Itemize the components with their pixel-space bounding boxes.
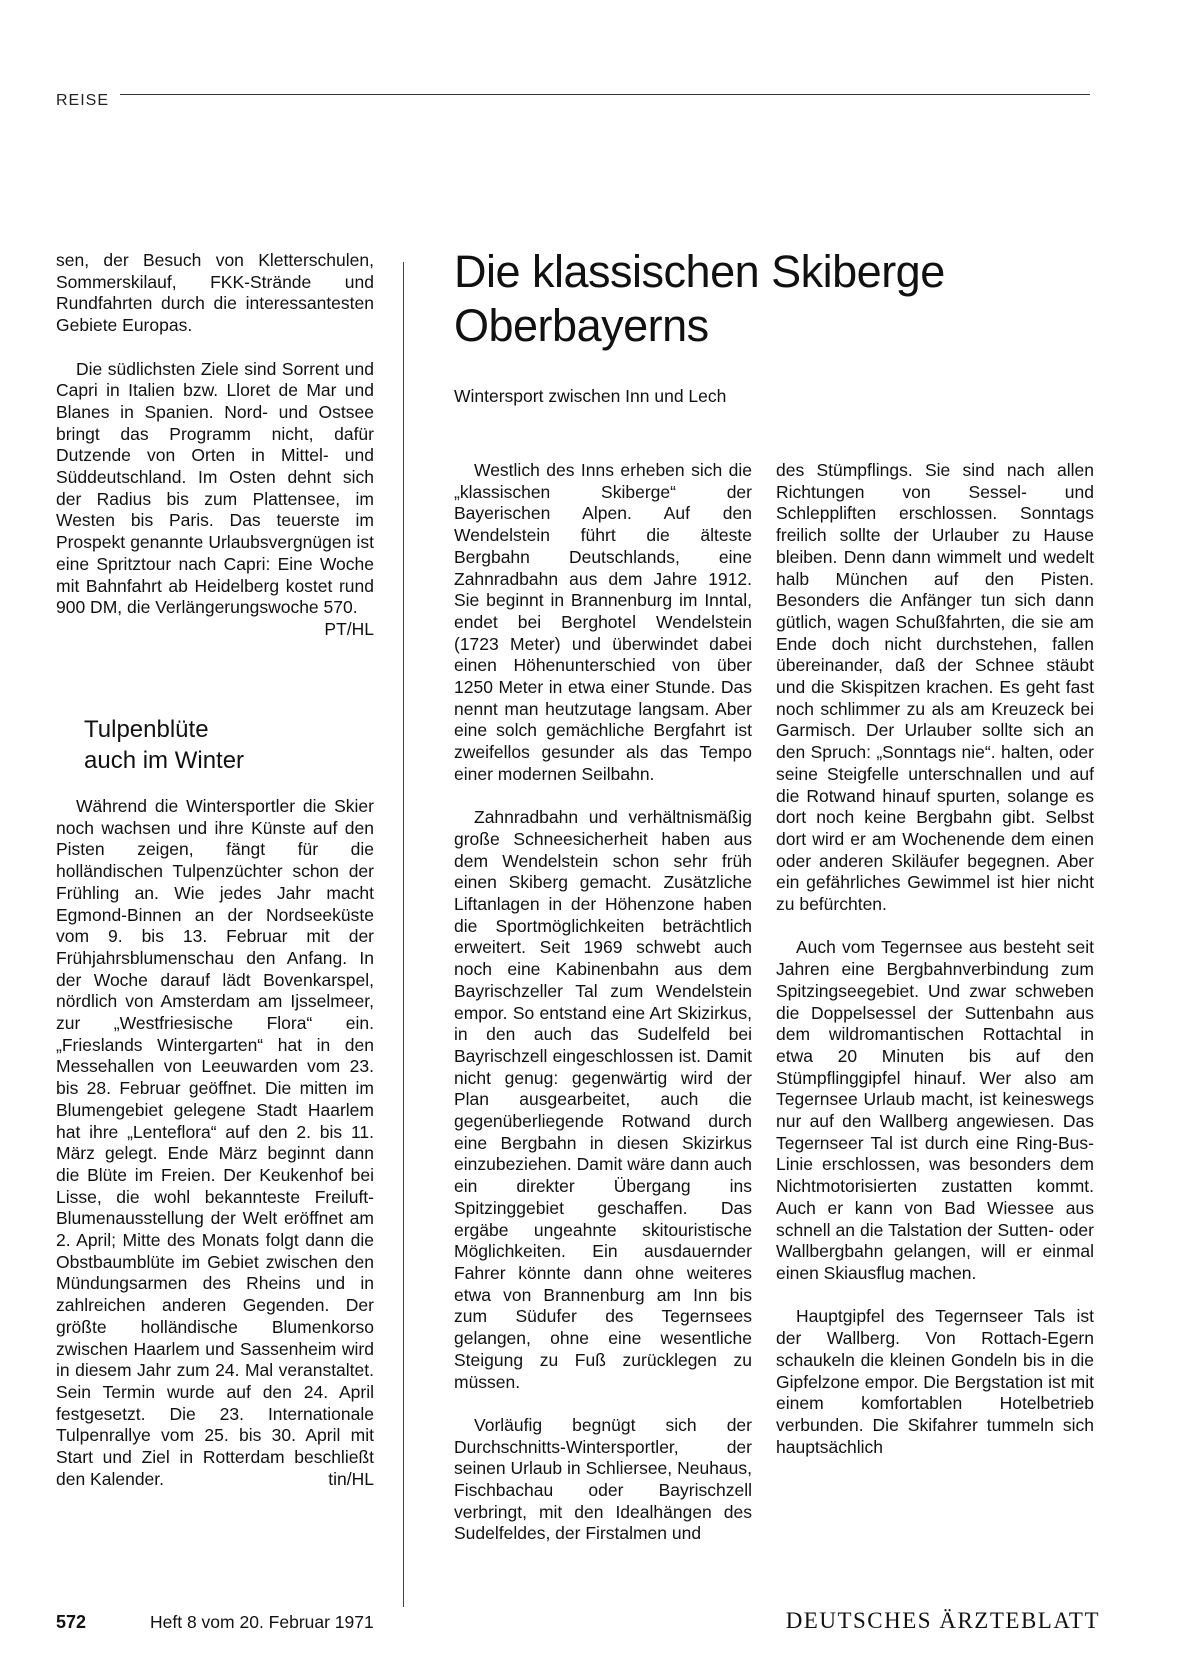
header-rule	[120, 94, 1090, 95]
left-paragraph-2-text: Die südlichsten Ziele sind Sorrent und Capri in Italien bzw. Lloret de Mar und Blanes in Spanien. Nord- und Ostsee bringt das Programm nicht, dafür Dutzende von Orten in Mittel- und Süddeutschland. Im Osten dehnt sich der Radius bis zum Plattensee, im Westen bis Paris. Das teuerste im Prospekt genannte Urlaubsvergnügen ist eine Spritztour nach Capri: Eine Woche mit Bahnfahrt ab Heidelberg kostet rund 900 DM, die Verlängerungswoche 570.	[56, 358, 374, 618]
article-paragraph: Auch vom Tegernsee aus besteht seit Jahren eine Bergbahnverbindung zum Spitzingseegebiet. Und zwar schweben die Doppelsessel der Suttenbahn aus dem wildromantischen Rottachtal in etwa 20 Minuten bis auf den Stümpflinggipfel hinauf. Wer also am Tegernsee Urlaub macht, ist keineswegs nur auf den Wallberg angewiesen. Das Tegernseer Tal ist durch eine Ring-Bus-Linie erschlossen, was besonders dem Nichtmotorisierten zustatten kommt. Auch er kann von Bad Wiessee aus schnell an die Talstation der Sutten- oder Wallbergbahn gelangen, will er einmal einen Skiausflug machen.	[776, 937, 1094, 1283]
left-paragraph-1: sen, der Besuch von Kletterschulen, Sommerskilauf, FKK-Strände und Rundfahrten durch die interessantesten Gebiete Europas.	[56, 250, 374, 336]
article-paragraph: Zahnradbahn und verhältnismäßig große Schneesicherheit haben aus dem Wendelstein schon sehr früh einen Skiberg gemacht. Zusätzliche Liftanlagen in der Höhenzone haben die Sportmöglichkeiten beträchtlich erweitert. Seit 1969 schwebt auch noch eine Kabinenbahn aus dem Bayrischzeller Tal zum Wendelstein empor. So entstand eine Art Skizirkus, in den auch das Sudelfeld bei Bayrischzell eingeschlossen ist. Damit nicht genug: gegenwärtig wird der Plan ausgearbeitet, auch die gegenüberliegende Rotwand durch eine Bergbahn in diesen Skizirkus einzubeziehen. Damit wäre dann auch ein direkter Übergang ins Spitzinggebiet geschaffen. Das ergäbe ungeahnte skitouristische Möglichkeiten. Ein ausdauernder Fahrer könnte dann ohne weiteres etwa von Brannenburg am Inn bis zum Südufer des Tegernsees gelangen, ohne eine wesentliche Steigung zu Fuß zurücklegen zu müssen.	[454, 807, 752, 1392]
tulip-heading-line2: auch im Winter	[84, 747, 245, 774]
article-column-right	[776, 460, 1094, 1458]
author-sign-2: tin/HL	[328, 1468, 374, 1489]
tulip-heading-line1: Tulpenblüte	[84, 716, 209, 743]
article-title	[454, 245, 1094, 353]
tulip-article	[56, 796, 374, 1491]
column-divider	[403, 262, 404, 1607]
article-paragraph: Vorläufig begnügt sich der Durchschnitts-Wintersportler, der seinen Urlaub in Schliersee, Neuhaus, Fischbachau oder Bayrischzell verbringt, mit den Idealhängen des Sudelfeldes, der Firstalmen und	[454, 1414, 752, 1544]
issue-info: Heft 8 vom 20. Februar 1971	[150, 1612, 374, 1632]
article-column-middle	[454, 460, 752, 1545]
journal-name: DEUTSCHES ÄRZTEBLATT	[785, 1608, 1100, 1633]
article-paragraph: des Stümpflings. Sie sind nach allen Richtungen von Sessel- und Schleppliften erschlossen. Sonntags freilich sollte der Urlauber zu Hause bleiben. Denn dann wimmelt und wedelt halb München auf den Pisten. Besonders die Anfänger tun sich dann gütlich, wagen Schußfahrten, die sie am Ende doch nicht durchstehen, fallen übereinander, daß der Schnee stäubt und die Skispitzen krachen. Es geht fast noch schlimmer zu als am Kreuzeck bei Garmisch. Der Urlauber sollte sich an den Spruch: „Sonntags nie“. halten, oder seine Steigfelle unterschnallen und auf die Rotwand hinauf spurten, solange es dort noch keine Bergbahn gibt. Selbst dort wird er am Wochenende dem einen oder anderen Skiläufer begegnen. Aber ein gefährliches Gewimmel ist hier nicht zu befürchten.	[776, 460, 1094, 915]
author-sign-1: PT/HL	[324, 618, 374, 639]
article-title-line1: Die klassischen Skiberge	[454, 246, 945, 297]
left-paragraph-2	[56, 358, 374, 639]
article-subtitle: Wintersport zwischen Inn und Lech	[454, 386, 727, 406]
section-label: REISE	[56, 92, 110, 109]
tulip-heading	[84, 714, 244, 776]
page-number: 572	[56, 1612, 87, 1632]
left-column	[56, 250, 374, 641]
article-paragraph: Westlich des Inns erheben sich die „klassischen Skiberge“ der Bayerischen Alpen. Auf den Wendelstein führt die älteste Bergbahn Deutschlands, eine Zahnradbahn aus dem Jahre 1912. Sie beginnt in Brannenburg im Inntal, endet bei Berghotel Wendelstein (1723 Meter) und überwindet dabei einen Höhenunterschied von über 1250 Meter in etwa einer Stunde. Das nennt man heutzutage langsam. Aber eine solch gemächliche Bergfahrt ist zweifellos gesunder als das Tempo einer modernen Seilbahn.	[454, 460, 752, 784]
article-title-line2: Oberbayerns	[454, 300, 709, 351]
tulip-paragraph-text: Während die Wintersportler die Skier noch wachsen und ihre Künste auf den Pisten zeigen, fängt für die holländischen Tulpenzüchter schon der Frühling an. Wie jedes Jahr macht Egmond-Binnen an der Nordseeküste vom 9. bis 13. Februar mit der Frühjahrsblumenschau den Anfang. In der Woche darauf lädt Bovenkarspel, nördlich von Amsterdam am Ijsselmeer, zur „Westfriesische Flora“ ein. „Frieslands Wintergarten“ hat in den Messehallen von Leeuwarden vom 23. bis 28. Februar geöffnet. Die mitten im Blumengebiet gelegene Stadt Haarlem hat ihre „Lenteflora“ auf den 2. bis 11. März gelegt. Ende März beginnt dann die Blüte im Freien. Der Keukenhof bei Lisse, die wohl bekannteste Freiluft-Blumenausstellung der Welt eröffnet am 2. April; Mitte des Monats folgt dann die Obstbaumblüte im Gebiet zwischen den Mündungsarmen des Rheins und in zahlreichen anderen Gegenden. Der größte holländische Blumenkorso zwischen Haarlem und Sassenheim wird in diesem Jahr zum 24. Mal veranstaltet. Sein Termin wurde auf den 24. April festgesetzt. Die 23. Internationale Tulpenrallye vom 25. bis 30. April mit Start und Ziel in Rotterdam beschließt den Kalender.	[56, 796, 374, 1489]
tulip-paragraph	[56, 796, 374, 1491]
article-paragraph: Hauptgipfel des Tegernseer Tals ist der Wallberg. Von Rottach-Egern schaukeln die kleinen Gondeln bis in die Gipfelzone empor. Die Bergstation ist mit einem komfortablen Hotelbetrieb verbunden. Die Skifahrer tummeln sich hauptsächlich	[776, 1306, 1094, 1457]
